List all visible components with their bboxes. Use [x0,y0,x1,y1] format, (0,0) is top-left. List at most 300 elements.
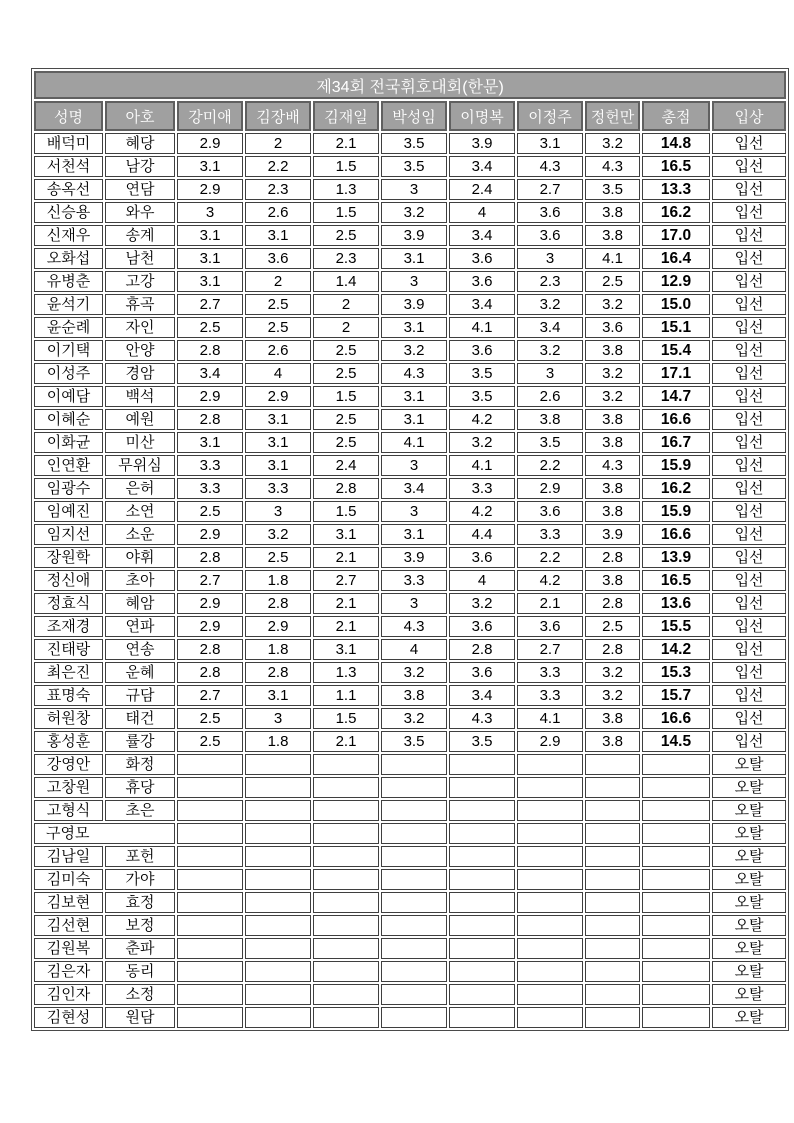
column-header: 이정주 [517,101,583,131]
cell-judge-score: 3.6 [449,616,515,637]
table-row [34,363,786,384]
cell-judge-score: 3.3 [177,455,243,476]
cell-pen-name: 경암 [105,363,175,384]
table-row [34,593,786,614]
cell-judge-score: 3.2 [381,662,447,683]
cell-judge-score: 3 [381,593,447,614]
cell-judge-score: 3.5 [585,179,640,200]
cell-judge-score: 2.9 [245,616,311,637]
cell-judge-score [177,823,243,844]
cell-judge-score: 3.1 [313,639,379,660]
cell-judge-score: 2.9 [177,179,243,200]
cell-judge-score: 3.2 [585,386,640,407]
cell-name: 이화균 [34,432,103,453]
cell-judge-score: 2.6 [245,340,311,361]
cell-total [642,961,710,982]
table-row [34,156,786,177]
cell-total [642,800,710,821]
cell-judge-score: 2 [313,294,379,315]
cell-judge-score [177,938,243,959]
cell-name: 최은진 [34,662,103,683]
cell-name: 임광수 [34,478,103,499]
cell-total: 13.6 [642,593,710,614]
cell-judge-score: 3.4 [517,317,583,338]
cell-award: 입선 [712,271,786,292]
cell-judge-score: 3.2 [517,294,583,315]
cell-judge-score: 3.8 [585,478,640,499]
cell-award: 오탈 [712,915,786,936]
cell-judge-score: 2.9 [177,133,243,154]
cell-judge-score: 3.1 [517,133,583,154]
cell-judge-score [381,800,447,821]
cell-judge-score: 2.7 [313,570,379,591]
cell-judge-score [517,800,583,821]
cell-judge-score [313,1007,379,1028]
cell-total: 16.6 [642,409,710,430]
cell-judge-score [517,823,583,844]
cell-judge-score: 2.7 [517,639,583,660]
cell-judge-score [449,961,515,982]
cell-judge-score [313,892,379,913]
cell-judge-score: 3.2 [585,363,640,384]
cell-judge-score: 3.1 [245,685,311,706]
cell-pen-name: 송계 [105,225,175,246]
cell-judge-score [585,754,640,775]
cell-award: 입선 [712,386,786,407]
cell-judge-score: 3 [381,455,447,476]
cell-judge-score: 3.8 [585,570,640,591]
cell-total [642,777,710,798]
cell-award: 오탈 [712,892,786,913]
cell-name: 임예진 [34,501,103,522]
cell-judge-score: 3.1 [245,432,311,453]
cell-judge-score [449,800,515,821]
cell-judge-score: 3.1 [381,317,447,338]
cell-judge-score [177,892,243,913]
table-row [34,386,786,407]
cell-judge-score [449,915,515,936]
cell-award: 입선 [712,432,786,453]
cell-judge-score: 3.3 [517,685,583,706]
cell-pen-name: 춘파 [105,938,175,959]
cell-pen-name: 효정 [105,892,175,913]
cell-judge-score: 3.2 [585,662,640,683]
cell-judge-score: 3 [517,363,583,384]
cell-award: 입선 [712,363,786,384]
cell-judge-score: 1.5 [313,501,379,522]
cell-judge-score [245,915,311,936]
cell-name: 서천석 [34,156,103,177]
cell-pen-name: 연파 [105,616,175,637]
cell-judge-score [313,938,379,959]
cell-award: 입선 [712,662,786,683]
cell-name: 김인자 [34,984,103,1005]
cell-total [642,1007,710,1028]
table-row [34,961,786,982]
cell-pen-name: 운혜 [105,662,175,683]
cell-judge-score [177,754,243,775]
cell-judge-score: 1.5 [313,708,379,729]
cell-pen-name: 보정 [105,915,175,936]
cell-pen-name: 은허 [105,478,175,499]
cell-judge-score: 2.4 [313,455,379,476]
cell-judge-score [517,938,583,959]
cell-judge-score [245,869,311,890]
cell-total [642,938,710,959]
cell-total: 16.6 [642,524,710,545]
cell-judge-score [177,869,243,890]
cell-judge-score [245,1007,311,1028]
column-header: 이명복 [449,101,515,131]
table-row [34,524,786,545]
cell-judge-score: 2.3 [245,179,311,200]
cell-judge-score: 3.5 [381,731,447,752]
cell-total: 15.1 [642,317,710,338]
table-row [34,777,786,798]
cell-judge-score [517,846,583,867]
cell-judge-score: 2.8 [177,409,243,430]
cell-judge-score [517,754,583,775]
table-row [34,225,786,246]
cell-judge-score: 2.9 [177,524,243,545]
cell-pen-name: 소연 [105,501,175,522]
cell-judge-score: 3.6 [585,317,640,338]
cell-pen-name: 야휘 [105,547,175,568]
table-row [34,938,786,959]
column-header: 입상 [712,101,786,131]
cell-judge-score: 3.3 [381,570,447,591]
cell-judge-score [585,869,640,890]
cell-judge-score: 2.5 [245,317,311,338]
cell-judge-score: 3 [381,501,447,522]
cell-judge-score [449,754,515,775]
cell-judge-score [381,846,447,867]
cell-judge-score: 3.9 [381,547,447,568]
table-row [34,915,786,936]
cell-award: 오탈 [712,869,786,890]
cell-judge-score: 1.5 [313,202,379,223]
cell-judge-score: 2 [245,271,311,292]
cell-judge-score [585,1007,640,1028]
cell-name: 이성주 [34,363,103,384]
cell-judge-score [245,892,311,913]
cell-judge-score: 2.9 [245,386,311,407]
table-row [34,478,786,499]
cell-total: 16.5 [642,570,710,591]
cell-judge-score: 3.1 [177,156,243,177]
cell-judge-score [517,984,583,1005]
cell-judge-score: 2.5 [177,731,243,752]
table-row [34,800,786,821]
cell-award: 오탈 [712,846,786,867]
cell-judge-score: 2.5 [313,340,379,361]
cell-pen-name: 규담 [105,685,175,706]
table-row [34,754,786,775]
table-row [34,570,786,591]
cell-judge-score [245,961,311,982]
cell-judge-score [381,1007,447,1028]
cell-judge-score: 2.8 [449,639,515,660]
cell-name: 윤순례 [34,317,103,338]
cell-award: 입선 [712,248,786,269]
cell-judge-score: 3.9 [449,133,515,154]
cell-judge-score: 4.1 [585,248,640,269]
cell-judge-score: 3.6 [517,501,583,522]
cell-name: 인연환 [34,455,103,476]
cell-judge-score: 3.8 [585,731,640,752]
table-row [34,869,786,890]
cell-name: 이혜순 [34,409,103,430]
table-row [34,662,786,683]
cell-judge-score [177,984,243,1005]
cell-judge-score [517,869,583,890]
cell-total: 17.1 [642,363,710,384]
cell-name: 구영모 [34,823,175,844]
cell-pen-name: 남강 [105,156,175,177]
cell-award: 입선 [712,225,786,246]
cell-name: 오화섭 [34,248,103,269]
table-row [34,409,786,430]
cell-judge-score: 3.5 [381,156,447,177]
cell-pen-name: 와우 [105,202,175,223]
cell-judge-score: 2.5 [177,317,243,338]
cell-judge-score [449,892,515,913]
cell-judge-score: 1.5 [313,156,379,177]
cell-judge-score: 3 [381,179,447,200]
cell-award: 입선 [712,133,786,154]
cell-judge-score: 1.4 [313,271,379,292]
cell-judge-score [381,892,447,913]
cell-judge-score: 4.3 [449,708,515,729]
cell-name: 배덕미 [34,133,103,154]
cell-name: 홍성훈 [34,731,103,752]
cell-judge-score [381,777,447,798]
cell-judge-score: 4 [449,570,515,591]
cell-judge-score [449,823,515,844]
cell-total: 15.5 [642,616,710,637]
cell-judge-score: 3.2 [585,133,640,154]
cell-judge-score [517,777,583,798]
cell-judge-score: 1.3 [313,662,379,683]
cell-judge-score: 2.5 [245,294,311,315]
cell-total: 16.2 [642,202,710,223]
cell-award: 입선 [712,639,786,660]
table-row [34,294,786,315]
title-row [34,71,786,99]
cell-judge-score: 1.3 [313,179,379,200]
cell-award: 입선 [712,340,786,361]
cell-judge-score: 3.2 [585,685,640,706]
cell-total [642,823,710,844]
results-table [31,68,789,1031]
cell-judge-score: 3.6 [449,662,515,683]
cell-judge-score: 4.3 [585,156,640,177]
cell-judge-score: 2.9 [177,386,243,407]
cell-judge-score: 2.1 [313,547,379,568]
cell-total: 16.7 [642,432,710,453]
cell-judge-score: 4.3 [381,616,447,637]
cell-judge-score: 3.5 [381,133,447,154]
cell-total: 17.0 [642,225,710,246]
cell-judge-score: 2.1 [313,593,379,614]
cell-judge-score: 3.1 [381,409,447,430]
cell-judge-score: 3 [245,708,311,729]
cell-judge-score: 2.5 [177,501,243,522]
cell-award: 오탈 [712,777,786,798]
cell-judge-score [313,915,379,936]
cell-award: 입선 [712,570,786,591]
cell-judge-score [313,984,379,1005]
cell-judge-score: 2.3 [517,271,583,292]
cell-judge-score: 3.2 [381,340,447,361]
cell-judge-score [313,823,379,844]
cell-judge-score: 2.8 [177,547,243,568]
cell-judge-score [449,869,515,890]
cell-total [642,754,710,775]
cell-total: 15.9 [642,501,710,522]
cell-total: 14.7 [642,386,710,407]
cell-judge-score [177,846,243,867]
cell-judge-score: 2.5 [313,409,379,430]
cell-total: 13.9 [642,547,710,568]
cell-judge-score [585,938,640,959]
cell-pen-name: 남천 [105,248,175,269]
cell-judge-score: 3.3 [517,662,583,683]
cell-pen-name: 백석 [105,386,175,407]
column-header: 아호 [105,101,175,131]
cell-total: 13.3 [642,179,710,200]
cell-judge-score: 2.8 [585,639,640,660]
table-row [34,133,786,154]
cell-judge-score [313,846,379,867]
cell-judge-score [585,800,640,821]
cell-judge-score: 1.5 [313,386,379,407]
cell-judge-score [245,846,311,867]
cell-judge-score: 2.1 [517,593,583,614]
column-header: 김장배 [245,101,311,131]
table-row [34,248,786,269]
cell-judge-score: 3.1 [177,271,243,292]
cell-judge-score [381,823,447,844]
cell-judge-score [313,800,379,821]
cell-judge-score: 3.6 [449,248,515,269]
cell-total [642,869,710,890]
header-row [34,101,786,131]
cell-judge-score: 3 [177,202,243,223]
cell-judge-score [381,938,447,959]
cell-judge-score: 2.8 [177,340,243,361]
cell-award: 입선 [712,317,786,338]
cell-pen-name: 예원 [105,409,175,430]
cell-total: 14.8 [642,133,710,154]
cell-pen-name: 동리 [105,961,175,982]
column-header: 성명 [34,101,103,131]
cell-total: 16.6 [642,708,710,729]
table-row [34,1007,786,1028]
cell-judge-score: 3.1 [245,225,311,246]
cell-total: 15.3 [642,662,710,683]
cell-judge-score [449,846,515,867]
cell-award: 입선 [712,478,786,499]
cell-judge-score: 1.8 [245,731,311,752]
cell-judge-score [245,938,311,959]
table-row [34,547,786,568]
cell-award: 입선 [712,409,786,430]
cell-award: 오탈 [712,984,786,1005]
cell-judge-score [517,1007,583,1028]
cell-judge-score: 3.4 [449,685,515,706]
cell-judge-score: 3.8 [585,432,640,453]
cell-name: 임지선 [34,524,103,545]
cell-judge-score: 2.2 [517,455,583,476]
cell-judge-score [245,800,311,821]
cell-judge-score: 4.2 [449,501,515,522]
cell-total: 15.0 [642,294,710,315]
cell-total [642,915,710,936]
column-header: 강미애 [177,101,243,131]
cell-name: 김선현 [34,915,103,936]
cell-award: 입선 [712,294,786,315]
cell-judge-score [517,892,583,913]
cell-judge-score: 4.3 [585,455,640,476]
cell-judge-score [585,823,640,844]
table-row [34,432,786,453]
cell-judge-score: 3 [381,271,447,292]
table-row [34,984,786,1005]
table-row [34,501,786,522]
cell-judge-score: 4 [245,363,311,384]
cell-judge-score: 4.2 [517,570,583,591]
cell-judge-score: 3.8 [585,202,640,223]
cell-judge-score [449,1007,515,1028]
cell-judge-score: 3.1 [245,409,311,430]
cell-judge-score: 3 [517,248,583,269]
cell-name: 김은자 [34,961,103,982]
cell-judge-score [449,777,515,798]
cell-name: 조재경 [34,616,103,637]
table-row [34,639,786,660]
cell-judge-score: 3.5 [449,363,515,384]
cell-judge-score: 3.4 [449,225,515,246]
cell-judge-score: 2 [313,317,379,338]
cell-judge-score: 2.5 [313,432,379,453]
cell-judge-score: 3.2 [381,202,447,223]
cell-total: 15.7 [642,685,710,706]
cell-pen-name: 안양 [105,340,175,361]
cell-pen-name: 연송 [105,639,175,660]
cell-judge-score: 2.7 [517,179,583,200]
cell-judge-score: 3.5 [517,432,583,453]
cell-total: 15.4 [642,340,710,361]
cell-judge-score [585,846,640,867]
cell-judge-score: 3.4 [381,478,447,499]
cell-judge-score: 2.5 [585,616,640,637]
cell-judge-score: 3.8 [517,409,583,430]
cell-judge-score [517,961,583,982]
cell-judge-score: 3.5 [449,386,515,407]
cell-judge-score: 2.9 [177,593,243,614]
cell-judge-score: 3.8 [585,409,640,430]
cell-pen-name: 소정 [105,984,175,1005]
cell-judge-score [313,961,379,982]
cell-award: 입선 [712,708,786,729]
cell-judge-score: 3.8 [381,685,447,706]
column-header: 박성임 [381,101,447,131]
cell-judge-score: 2.1 [313,133,379,154]
cell-judge-score: 3.5 [449,731,515,752]
cell-pen-name: 원담 [105,1007,175,1028]
cell-award: 입선 [712,616,786,637]
